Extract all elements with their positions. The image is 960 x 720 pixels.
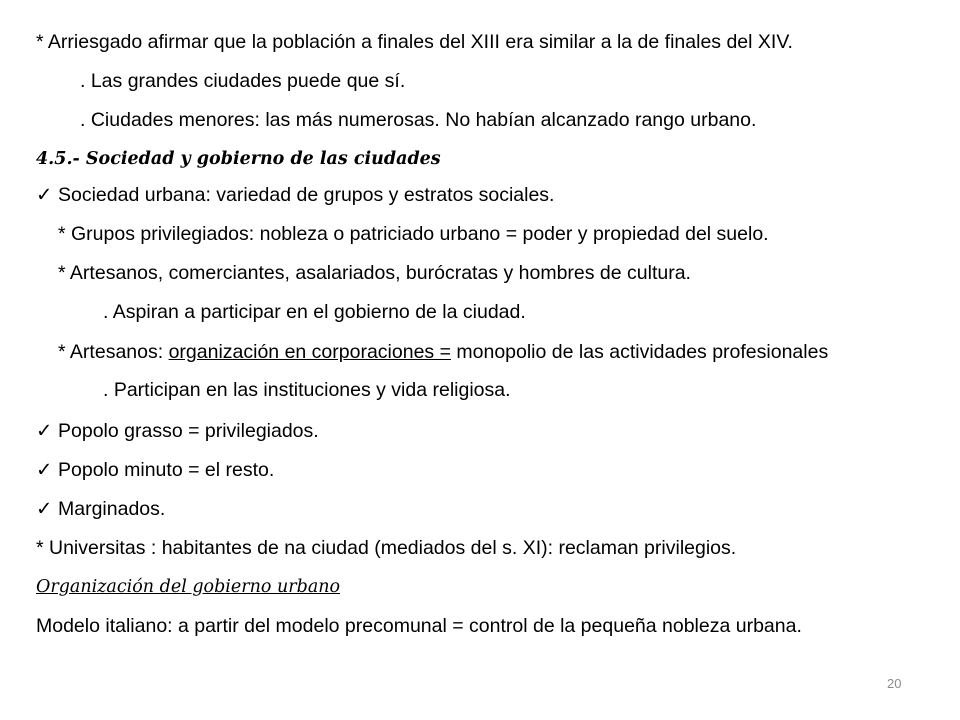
bullet-text: Popolo minuto = el resto. <box>58 459 275 481</box>
text-line-corporaciones <box>58 340 828 364</box>
text-line-1: * Arriesgado afirmar que la población a finales del XIII era similar a la de finales del XIV. <box>36 31 793 53</box>
check-icon: ✓ <box>36 498 53 520</box>
text-line-aspiran: . Aspiran a participar en el gobierno de la ciudad. <box>103 301 526 323</box>
text-line-universitas: * Universitas : habitantes de na ciudad (mediados del s. XI): reclaman privilegios. <box>36 537 737 559</box>
bullet-popolo-minuto <box>36 458 274 482</box>
bullet-marginados <box>36 497 165 521</box>
section-heading: 4.5.- Sociedad y gobierno de las ciudades <box>36 149 441 169</box>
bullet-text: Popolo grasso = privilegiados. <box>58 420 319 442</box>
page-number: 20 <box>887 676 902 691</box>
text-line-artesanos: * Artesanos, comerciantes, asalariados, burócratas y hombres de cultura. <box>58 262 691 284</box>
text-segment: monopolio de las actividades profesionales <box>450 341 829 363</box>
bullet-text: Marginados. <box>58 498 166 520</box>
text-line-3: . Ciudades menores: las más numerosas. No habían alcanzado rango urbano. <box>80 109 757 131</box>
check-icon: ✓ <box>36 184 53 206</box>
bullet-text: Sociedad urbana: variedad de grupos y estratos sociales. <box>58 184 555 206</box>
text-line-2: . Las grandes ciudades puede que sí. <box>80 70 406 92</box>
underlined-segment: organización en corporaciones = <box>168 341 451 363</box>
text-line-grupos: * Grupos privilegiados: nobleza o patriciado urbano = poder y propiedad del suelo. <box>58 223 769 245</box>
check-icon: ✓ <box>36 459 53 481</box>
subheading-organizacion: Organización del gobierno urbano <box>36 577 341 597</box>
bullet-sociedad-urbana <box>36 183 554 207</box>
text-segment: * Artesanos: <box>58 341 169 363</box>
bullet-popolo-grasso <box>36 419 319 443</box>
text-line-participan: . Participan en las instituciones y vida religiosa. <box>103 379 511 401</box>
text-line-modelo: Modelo italiano: a partir del modelo precomunal = control de la pequeña nobleza urbana. <box>36 615 802 637</box>
check-icon: ✓ <box>36 420 53 442</box>
